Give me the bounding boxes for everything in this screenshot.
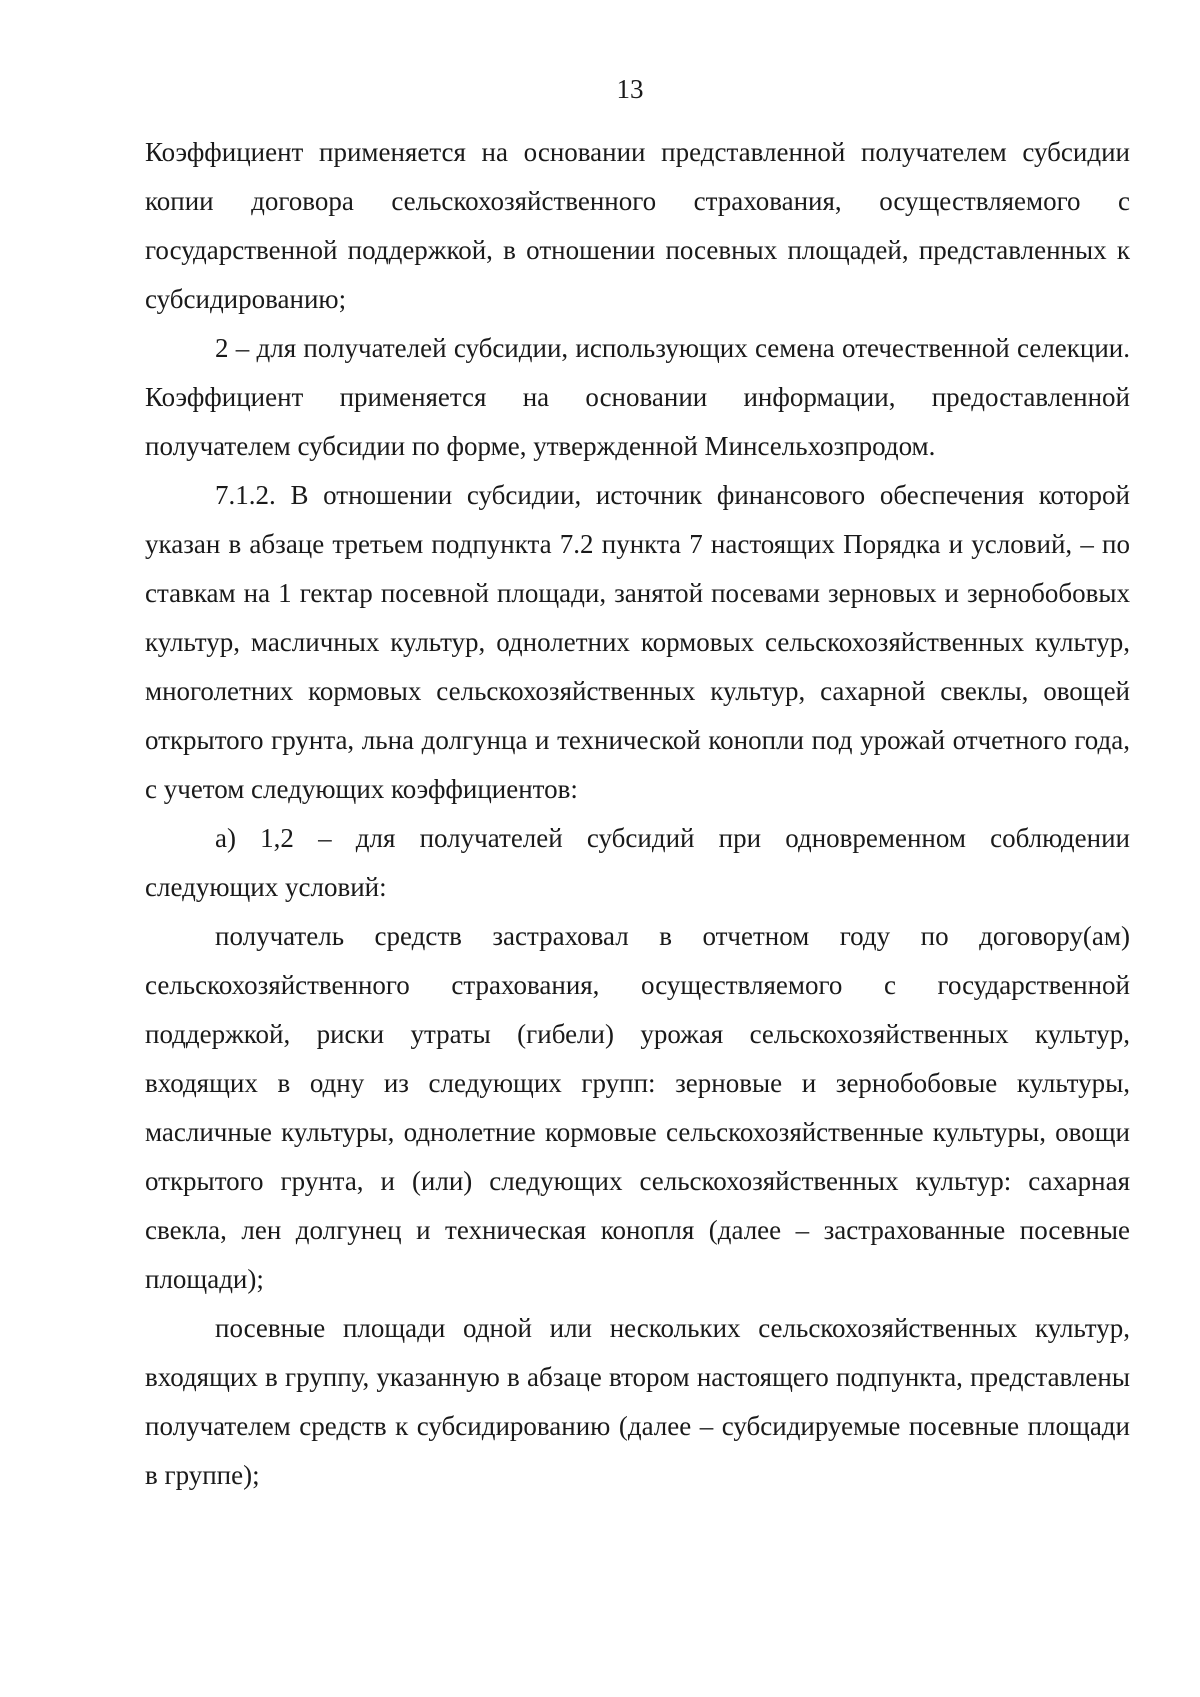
- paragraph-item-7-1-2: 7.1.2. В отношении субсидии, источник финансового обеспечения которой указан в абзаце третьем подпункта 7.2 пункта 7 настоящих Порядка и условий, – по ставкам на 1 гектар посевной площади, занятой посевами зерновых и зернобобовых культур, масличных культур, однолетних кормовых сельскохозяйственных культур, многолетних кормовых сельскохозяйственных культур, сахарной свеклы, овощей открытого грунта, льна долгунца и технической конопли под урожай отчетного года, с учетом следующих коэффициентов:: [145, 480, 1130, 804]
- paragraph-condition-insured: получатель средств застраховал в отчетном году по договору(ам) сельскохозяйственного страхования, осуществляемого с государственной поддержкой, риски утраты (гибели) урожая сельскохозяйственных культур, входящих в одну из следующих групп: зерновые и зернобобовые культуры, масличные культуры, однолетние кормовые сельскохозяйственные культуры, овощи открытого грунта, и (или) следующих сельскохозяйственных культур: сахарная свекла, лен долгунец и техническая конопля (далее – застрахованные посевные площади);: [145, 921, 1130, 1294]
- paragraph-item-a: а) 1,2 – для получателей субсидий при одновременном соблюдении следующих условий:: [145, 823, 1130, 902]
- document-body: [145, 128, 1130, 1500]
- page-number: 13: [616, 74, 644, 104]
- paragraph-coefficient-domestic-seeds: 2 – для получателей субсидии, использующих семена отечественной селекции. Коэффициент применяется на основании информации, предоставленной получателем субсидии по форме, утвержденной Минсельхозпродом.: [145, 333, 1130, 461]
- paragraph-condition-subsidized: посевные площади одной или нескольких сельскохозяйственных культур, входящих в группу, указанную в абзаце втором настоящего подпункта, представлены получателем средств к субсидированию (далее – субсидируемые посевные площади в группе);: [145, 1313, 1130, 1490]
- paragraph-coefficient-insurance: Коэффициент применяется на основании представленной получателем субсидии копии договора сельскохозяйственного страхования, осуществляемого с государственной поддержкой, в отношении посевных площадей, представленных к субсидированию;: [145, 137, 1130, 314]
